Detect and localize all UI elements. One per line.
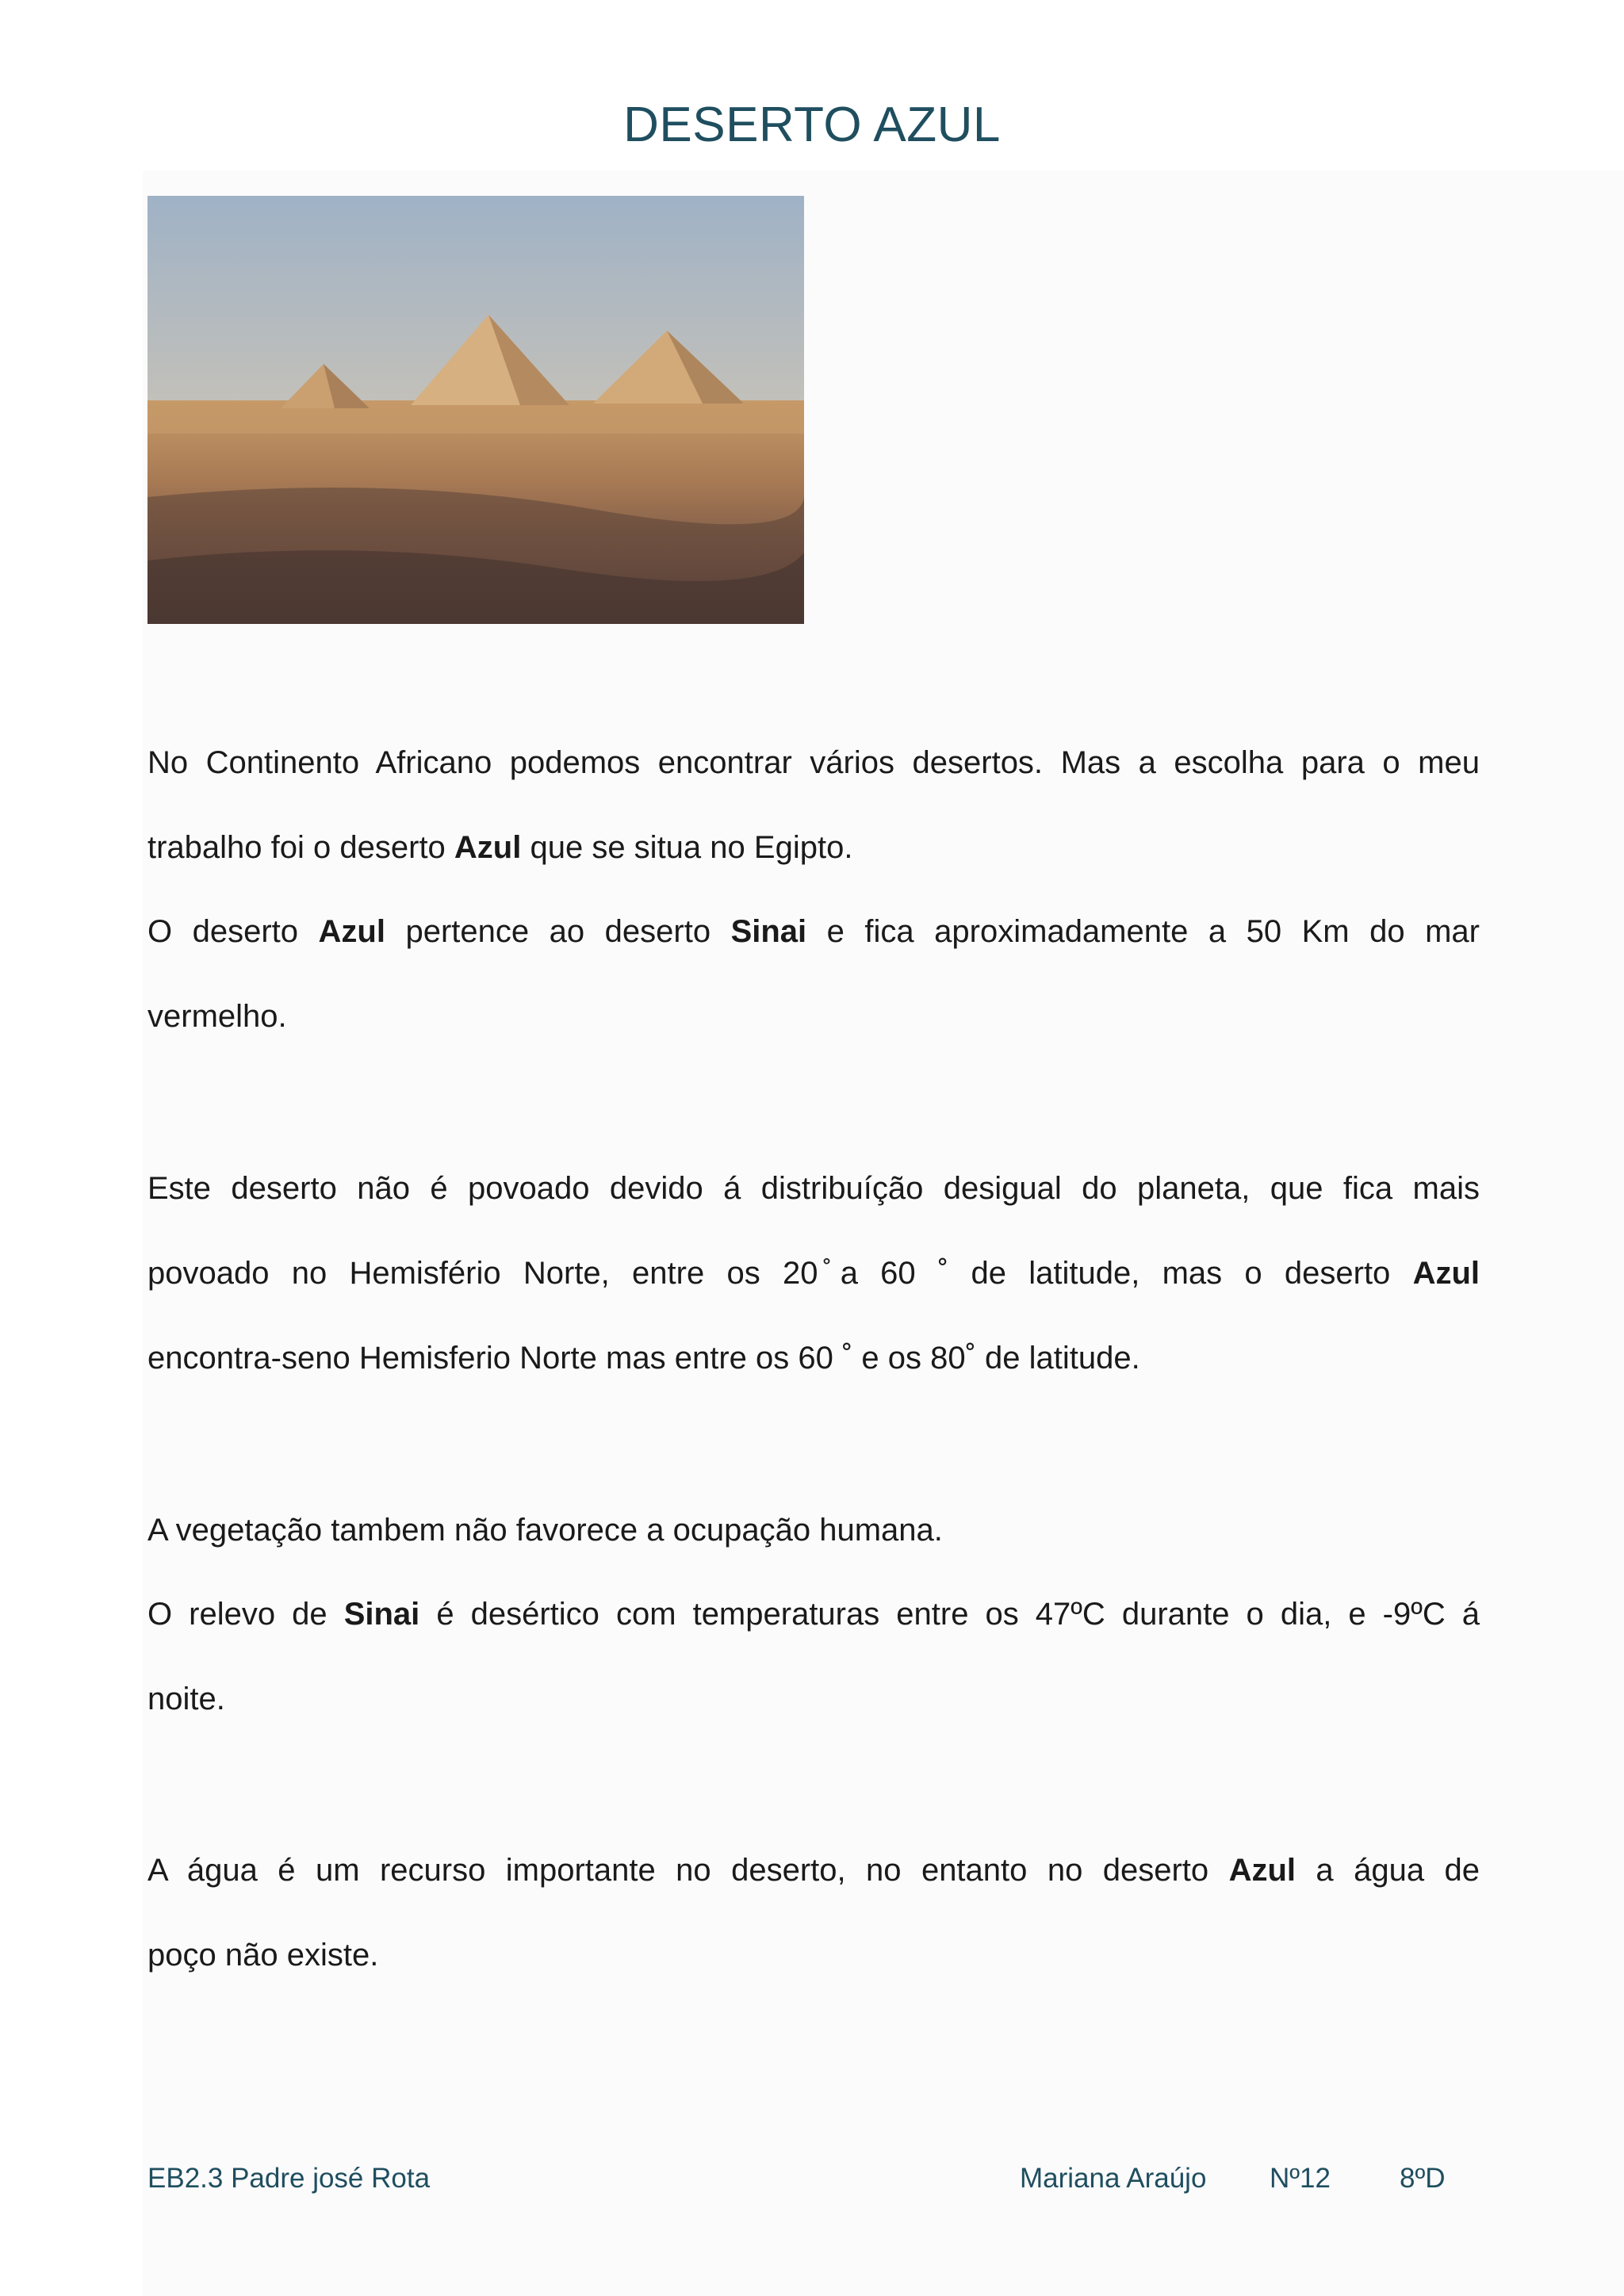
text-span: pertence ao deserto (385, 914, 731, 949)
footer-number: Nº12 (1270, 2163, 1331, 2194)
paragraph-6-line-1 (147, 1853, 1480, 1888)
bold-sinai: Sinai (730, 914, 807, 949)
pyramids-photo (147, 196, 804, 624)
paragraph-3-line-1: Este deserto não é povoado devido á distribuíção desigual do planeta, que fica mais (147, 1171, 1480, 1206)
text-span: O relevo de (147, 1597, 344, 1632)
paragraph-3-line-3: encontra-seno Hemisferio Norte mas entre os 60 ˚ e os 80˚ de latitude. (147, 1341, 1140, 1376)
paragraph-4-line-1: A vegetação tambem não favorece a ocupação humana. (147, 1513, 943, 1548)
footer-author: Mariana Araújo (1020, 2163, 1207, 2194)
bold-azul: Azul (1228, 1853, 1297, 1888)
bold-azul: Azul (318, 914, 385, 949)
paragraph-6-line-2: poço não existe. (147, 1938, 379, 1973)
page-title: DESERTO AZUL (623, 98, 1001, 152)
paragraph-3-line-2 (147, 1256, 1480, 1292)
paragraph-5-line-2: noite. (147, 1682, 225, 1716)
paragraph-2-line-2: vermelho. (147, 999, 287, 1034)
bold-azul: Azul (454, 830, 522, 865)
footer-class: 8ºD (1400, 2163, 1446, 2194)
paragraph-1-line-2 (147, 830, 1480, 866)
paragraph-5-line-1 (147, 1597, 1480, 1632)
paragraph-2-line-1 (147, 914, 1480, 950)
text-span: O deserto (147, 914, 319, 949)
footer-school: EB2.3 Padre josé Rota (147, 2163, 431, 2194)
text-span: que se situa no Egipto. (521, 830, 853, 865)
text-span: povoado no Hemisfério Norte, entre os 20 ̊a 60 ˚ de latitude, mas o deserto (147, 1256, 1413, 1291)
bold-azul: Azul (1412, 1256, 1480, 1291)
text-span: trabalho foi o deserto (147, 830, 454, 865)
text-span: é desértico com temperaturas entre os 47ºC durante o dia, e -9ºC á (419, 1597, 1480, 1632)
text-span: a água de (1296, 1853, 1480, 1888)
text-span: e fica aproximadamente a 50 Km do mar (806, 914, 1480, 949)
bold-sinai: Sinai (343, 1597, 420, 1632)
text-span: A água é um recurso importante no deserto, no entanto no deserto (147, 1853, 1229, 1888)
paragraph-1-line-1: No Continento Africano podemos encontrar vários desertos. Mas a escolha para o meu (147, 745, 1480, 780)
